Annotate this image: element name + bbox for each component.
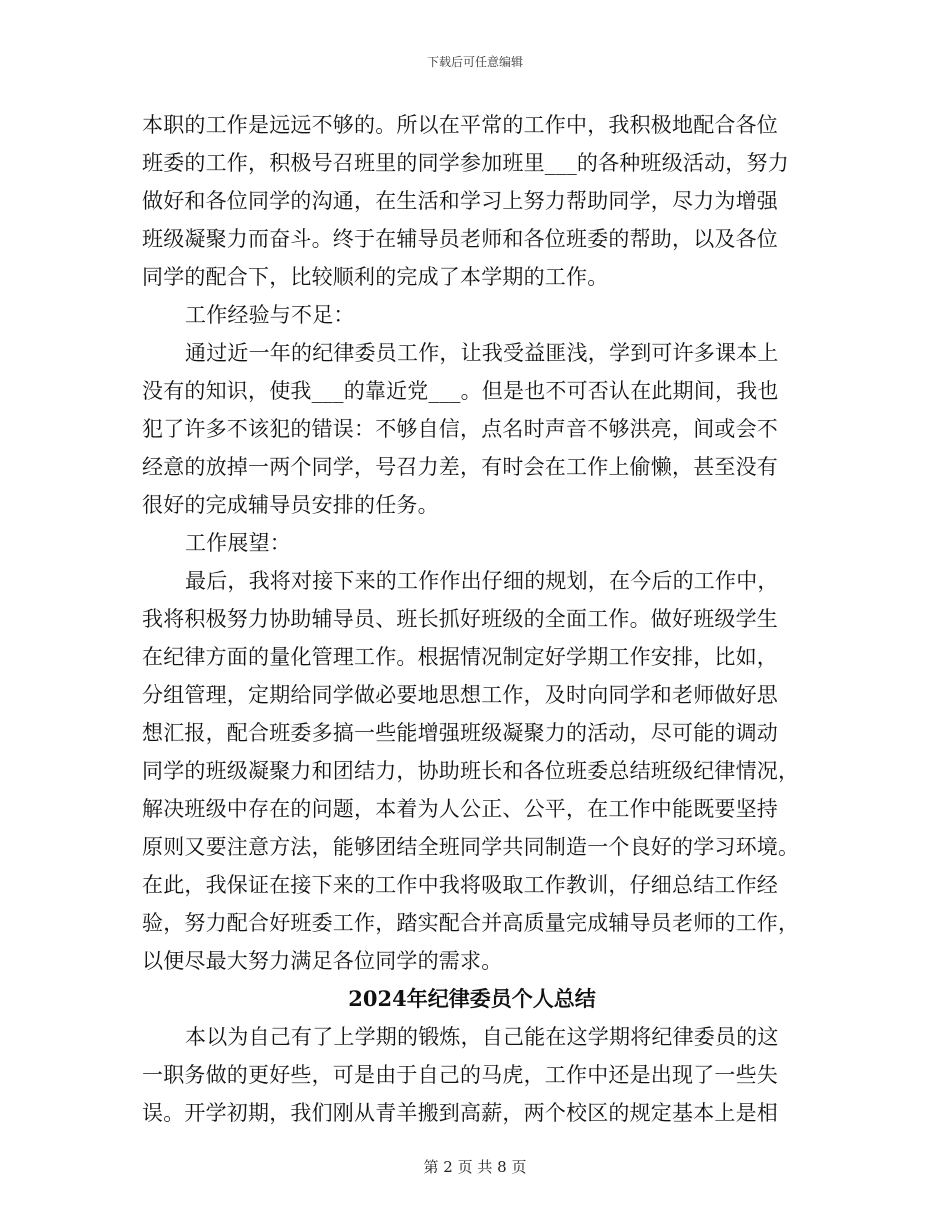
text-line: 在此，我保证在接下来的工作中我将吸取工作教训，仔细总结工作经 [142, 873, 778, 897]
text-line: 想汇报，配合班委多搞一些能增强班级凝聚力的活动，尽可能的调动 [142, 721, 778, 745]
text-line: 本以为自己有了上学期的锻炼，自己能在这学期将纪律委员的这 [185, 1025, 779, 1049]
text-line: 同学的配合下，比较顺利的完成了本学期的工作。 [142, 265, 609, 289]
text-line: 犯了许多不该犯的错误：不够自信，点名时声音不够洪亮，间或会不 [142, 417, 778, 441]
section-title: 2024年纪律委员个人总结 [348, 986, 596, 1011]
subheading-outlook: 工作展望： [185, 531, 291, 555]
text-line: 误。开学初期，我们刚从青羊搬到高薪，两个校区的规定基本上是相 [142, 1101, 778, 1125]
text-line: 经意的放掉一两个同学，号召力差，有时会在工作上偷懒，甚至没有 [142, 455, 778, 479]
text-line: 一职务做的更好些，可是由于自己的马虎，工作中还是出现了一些失 [142, 1063, 778, 1087]
text-line: 验，努力配合好班委工作，踏实配合并高质量完成辅导员老师的工作， [142, 911, 800, 935]
text-line: 班级凝聚力而奋斗。终于在辅导员老师和各位班委的帮助，以及各位 [142, 227, 778, 251]
header-note: 下载后可任意编辑 [426, 55, 523, 69]
page-number: 第 2 页 共 8 页 [423, 1158, 527, 1176]
text-line: 很好的完成辅导员安排的任务。 [142, 493, 439, 517]
text-line: 以便尽最大努力满足各位同学的需求。 [142, 949, 503, 973]
text-line: 解决班级中存在的问题，本着为人公正、公平，在工作中能既要坚持 [142, 797, 778, 821]
text-line: 本职的工作是远远不够的。所以在平常的工作中，我积极地配合各位 [142, 113, 778, 137]
text-line: 做好和各位同学的沟通，在生活和学习上努力帮助同学，尽力为增强 [142, 189, 778, 213]
document-body [142, 106, 802, 1132]
text-line: 分组管理，定期给同学做必要地思想工作，及时向同学和老师做好思 [142, 683, 778, 707]
text-line: 班委的工作，积极号召班里的同学参加班里___的各种班级活动，努力 [142, 151, 789, 175]
text-line: 原则又要注意方法，能够团结全班同学共同制造一个良好的学习环境。 [142, 835, 800, 859]
text-line: 没有的知识，使我___的靠近党___。但是也不可否认在此期间，我也 [142, 379, 779, 403]
text-line: 我将积极努力协助辅导员、班长抓好班级的全面工作。做好班级学生 [142, 607, 778, 631]
text-line: 在纪律方面的量化管理工作。根据情况制定好学期工作安排，比如， [142, 645, 778, 669]
text-line: 通过近一年的纪律委员工作，让我受益匪浅，学到可许多课本上 [185, 341, 779, 365]
subheading-experience: 工作经验与不足： [185, 303, 355, 327]
text-line: 最后，我将对接下来的工作作出仔细的规划，在今后的工作中， [185, 569, 779, 593]
text-line: 同学的班级凝聚力和团结力，协助班长和各位班委总结班级纪律情况， [142, 759, 800, 783]
